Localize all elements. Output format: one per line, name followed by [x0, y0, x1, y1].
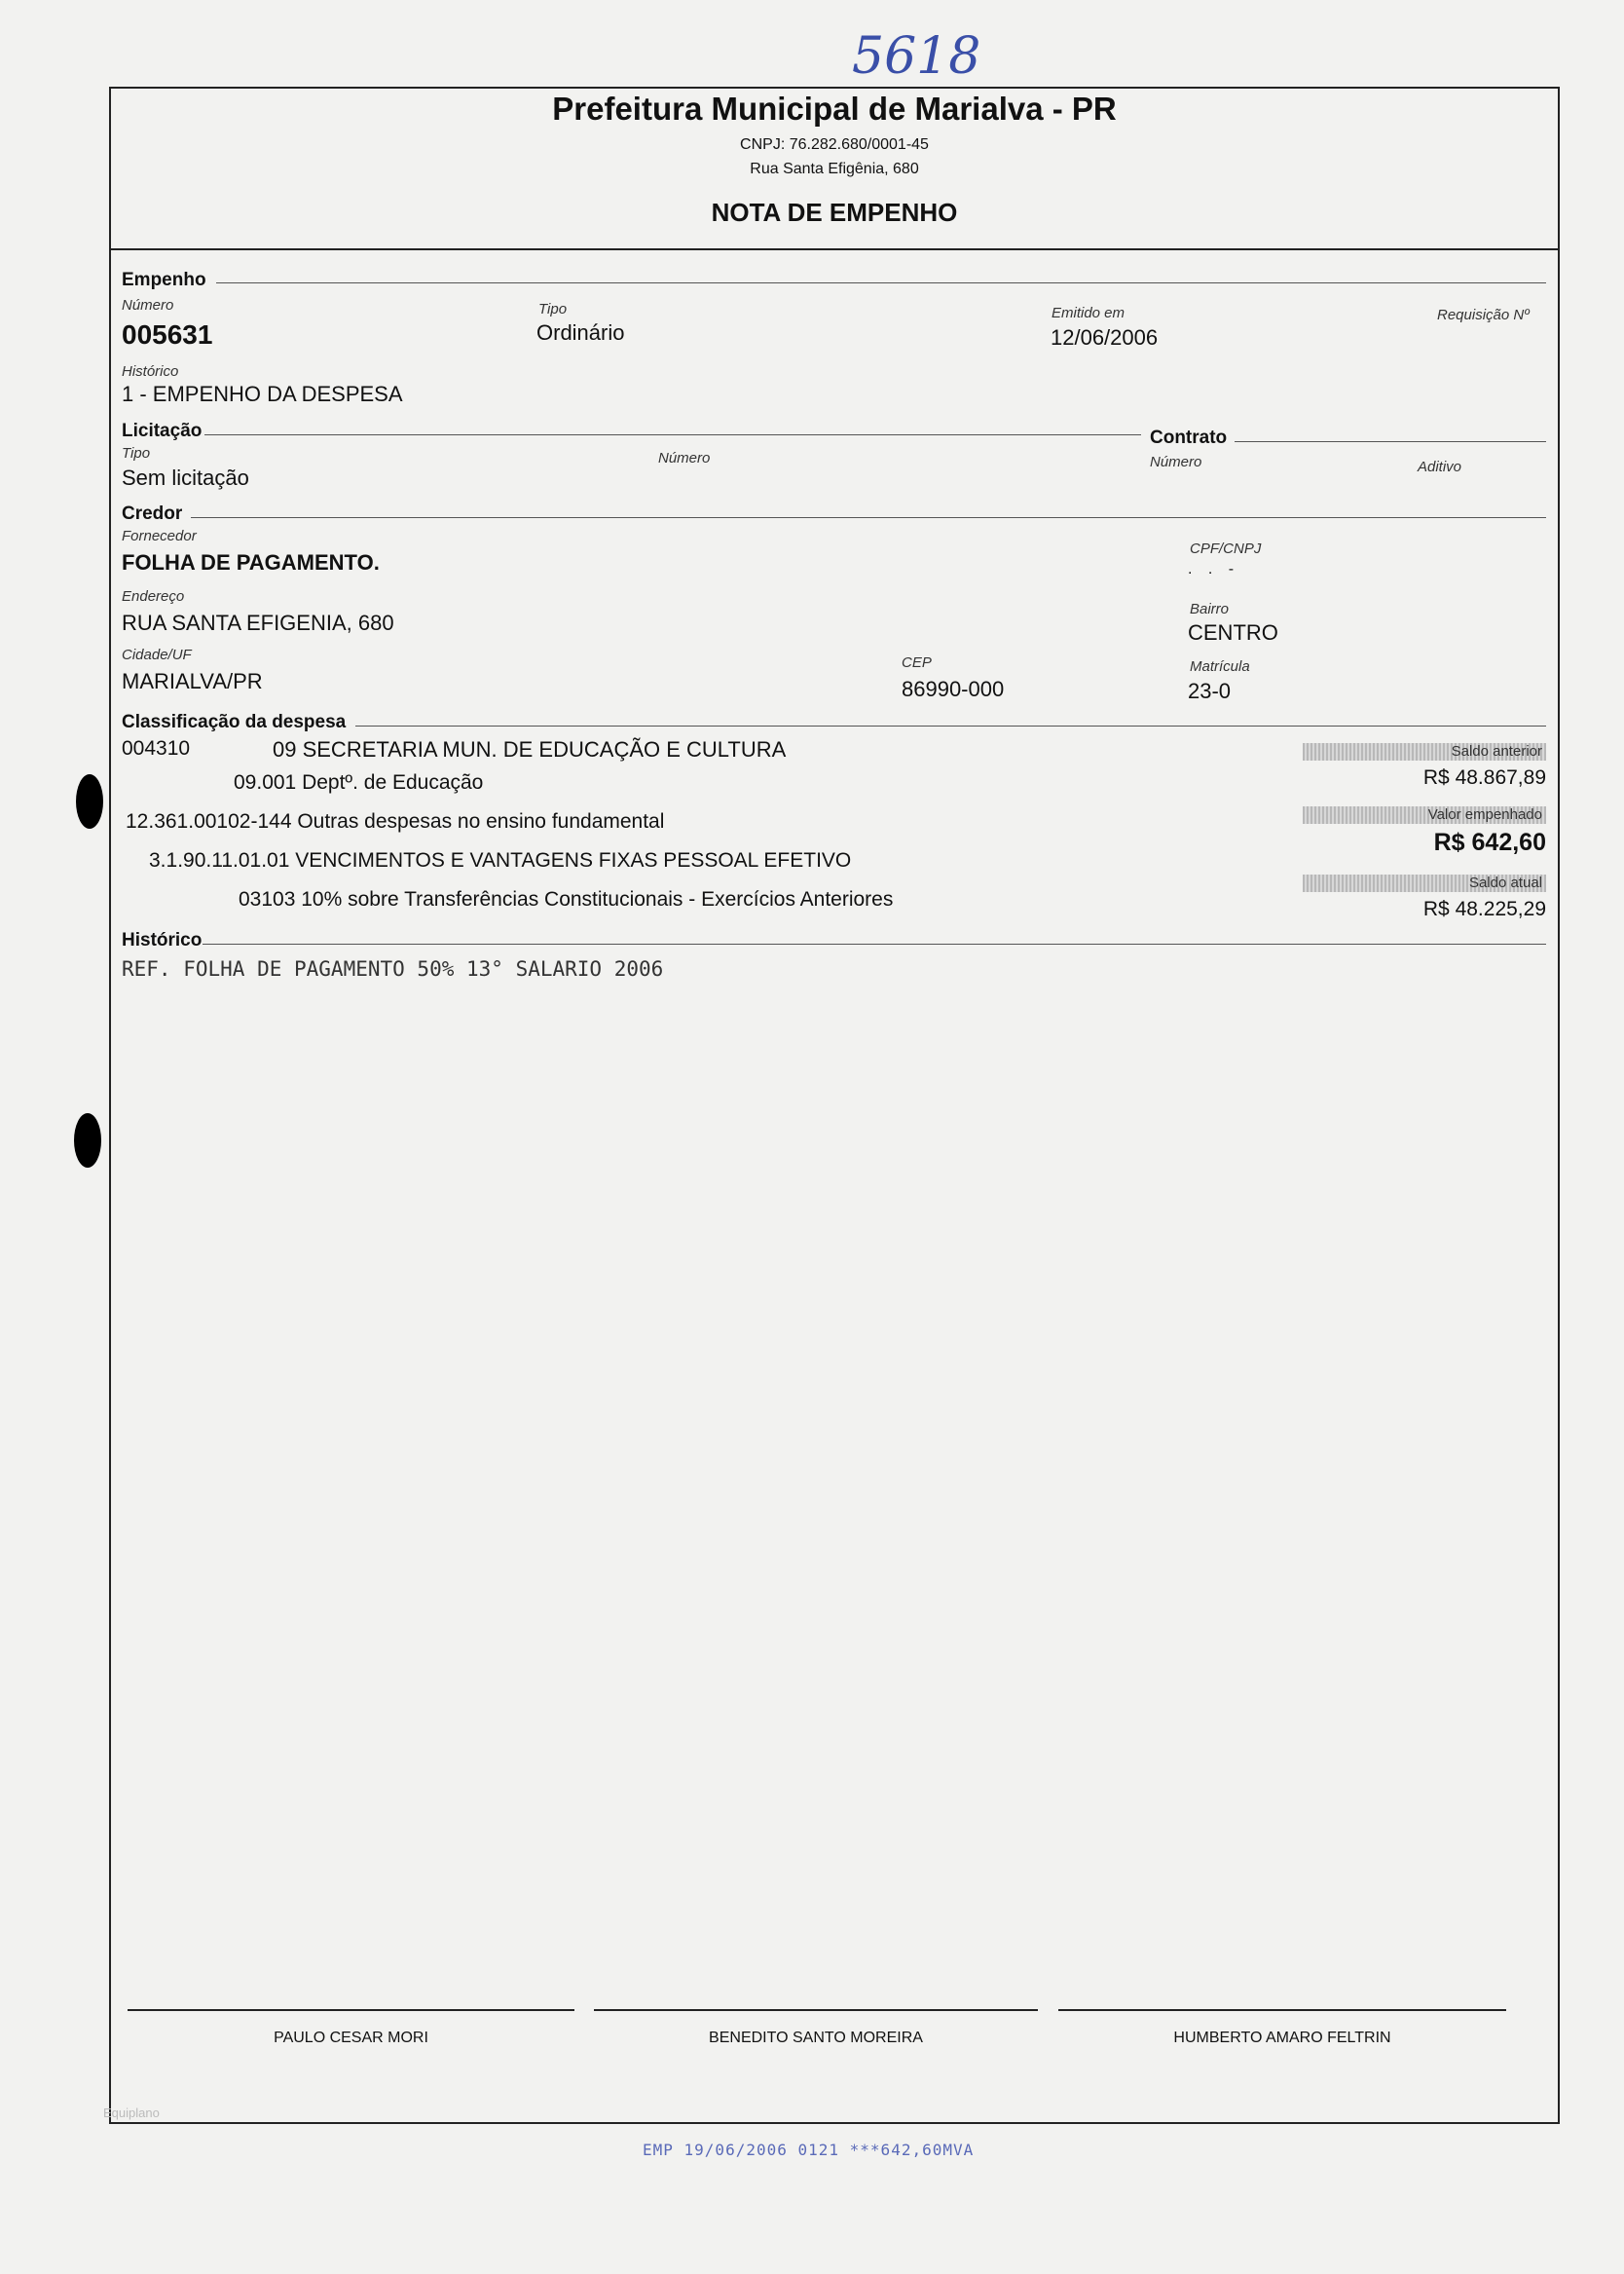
- empenho-historico: 1 - EMPENHO DA DESPESA: [122, 382, 403, 406]
- divider: [191, 517, 1546, 518]
- tipo-label: Tipo: [538, 301, 568, 317]
- signatory-3: HUMBERTO AMARO FELTRIN: [1173, 2030, 1391, 2046]
- licitacao-tipo-label: Tipo: [122, 445, 151, 462]
- endereco-value: RUA SANTA EFIGENIA, 680: [122, 611, 394, 635]
- header-separator: [109, 248, 1560, 250]
- section-classificacao: Classificação da despesa: [122, 712, 347, 732]
- cep-value: 86990-000: [902, 677, 1005, 701]
- fornecedor-name: FOLHA DE PAGAMENTO.: [122, 550, 380, 575]
- historico-label: Histórico: [122, 363, 179, 380]
- contrato-numero-label: Número: [1150, 454, 1202, 470]
- matricula-label: Matrícula: [1190, 658, 1250, 675]
- divider: [204, 434, 1141, 435]
- matricula-value: 23-0: [1188, 679, 1232, 703]
- cpf-value: . . -: [1188, 561, 1240, 578]
- saldo-anterior-value: R$ 48.867,89: [1422, 766, 1546, 789]
- signature-line: [128, 2009, 574, 2011]
- numero-label: Número: [122, 297, 174, 314]
- address-text: Rua Santa Efigênia, 680: [750, 161, 919, 177]
- classificacao-funcional: 12.361.00102-144 Outras despesas no ensino fundamental: [126, 810, 665, 833]
- validation-stamp: EMP 19/06/2006 0121 ***642,60MVA: [643, 2141, 975, 2159]
- punch-hole: [76, 774, 103, 829]
- divider: [1235, 441, 1546, 442]
- classificacao-elemento: 3.1.90.11.01.01 VENCIMENTOS E VANTAGENS FIXAS PESSOAL EFETIVO: [149, 849, 852, 872]
- bairro-value: CENTRO: [1188, 620, 1278, 645]
- bairro-label: Bairro: [1190, 601, 1230, 617]
- section-credor: Credor: [122, 503, 183, 524]
- cidade-value: MARIALVA/PR: [122, 669, 263, 693]
- empenho-number: 005631: [122, 319, 213, 350]
- signature-line: [1058, 2009, 1506, 2011]
- classificacao-orgao: 09 SECRETARIA MUN. DE EDUCAÇÃO E CULTURA: [273, 737, 787, 762]
- classificacao-recurso: 03103 10% sobre Transferências Constitucionais - Exercícios Anteriores: [239, 888, 894, 911]
- cnpj-text: CNPJ: 76.282.680/0001-45: [740, 136, 929, 153]
- requisicao-label: Requisição Nº: [1437, 307, 1530, 323]
- classificacao-unidade: 09.001 Deptº. de Educação: [234, 771, 484, 794]
- divider: [355, 726, 1546, 727]
- cpf-label: CPF/CNPJ: [1190, 541, 1262, 557]
- divider: [216, 282, 1546, 283]
- contrato-aditivo-label: Aditivo: [1418, 459, 1462, 475]
- software-watermark: Equiplano: [103, 2106, 160, 2120]
- handwritten-number: 5618: [852, 27, 981, 86]
- saldo-atual-value: R$ 48.225,29: [1422, 898, 1546, 920]
- valor-empenhado-label: Valor empenhado: [1303, 806, 1546, 824]
- fornecedor-label: Fornecedor: [122, 528, 197, 544]
- signature-line: [594, 2009, 1038, 2011]
- signatory-1: PAULO CESAR MORI: [274, 2030, 428, 2046]
- cep-label: CEP: [902, 654, 932, 671]
- historico-text: REF. FOLHA DE PAGAMENTO 50% 13° SALARIO 2006: [122, 957, 664, 981]
- saldo-anterior-label: Saldo anterior: [1303, 743, 1546, 761]
- classificacao-code: 004310: [122, 737, 191, 760]
- section-historico: Histórico: [122, 930, 203, 951]
- empenho-tipo: Ordinário: [536, 320, 625, 345]
- emitido-date: 12/06/2006: [1051, 325, 1159, 350]
- saldo-atual-label: Saldo atual: [1303, 875, 1546, 892]
- divider: [203, 944, 1546, 945]
- endereco-label: Endereço: [122, 588, 185, 605]
- punch-hole: [74, 1113, 101, 1168]
- section-empenho: Empenho: [122, 270, 206, 290]
- signatory-2: BENEDITO SANTO MOREIRA: [709, 2030, 923, 2046]
- licitacao-numero-label: Número: [658, 450, 711, 466]
- document-title: NOTA DE EMPENHO: [711, 198, 958, 227]
- section-contrato: Contrato: [1150, 428, 1228, 448]
- emitido-label: Emitido em: [1052, 305, 1126, 321]
- licitacao-tipo: Sem licitação: [122, 466, 249, 490]
- page-title: Prefeitura Municipal de Marialva - PR: [552, 91, 1117, 127]
- valor-empenhado-value: R$ 642,60: [1433, 829, 1546, 856]
- cidade-label: Cidade/UF: [122, 647, 192, 663]
- section-licitacao: Licitação: [122, 421, 203, 441]
